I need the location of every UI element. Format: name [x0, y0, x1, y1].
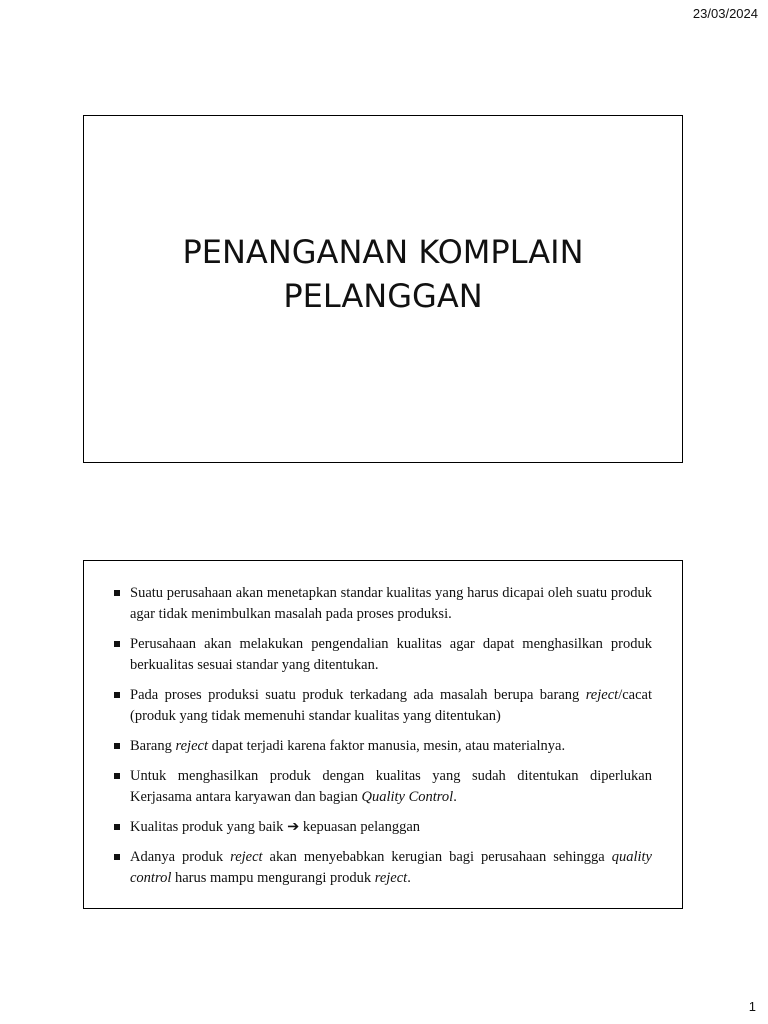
slide-title — [84, 230, 682, 318]
quality-control-term: quality control — [130, 849, 652, 886]
reject-term: reject — [374, 870, 408, 886]
bullet-text: Suatu perusahaan akan menetapkan standar kualitas yang harus dicapai oleh suatu produk agar tidak menimbulkan masalah pada proses produksi. — [130, 585, 652, 622]
slide-title-line-1: PENANGANAN KOMPLAIN — [182, 233, 584, 272]
page-number: 1 — [748, 999, 756, 1014]
bullet-item — [114, 634, 652, 676]
bullet-item — [114, 583, 652, 625]
bullet-text: Perusahaan akan melakukan pengendalian kualitas agar dapat menghasilkan produk berkualitas sesuai standar yang ditentukan. — [130, 636, 652, 673]
print-date: 23/03/2024 — [692, 6, 758, 21]
slide-title-line-2: PELANGGAN — [283, 277, 483, 316]
bullet-item: Adanya produk reject akan menyebabkan kerugian bagi perusahaan sehingga quality control harus mampu mengurangi produk reject. — [114, 847, 652, 889]
content-slide — [83, 560, 683, 909]
bullet-item: Barang reject dapat terjadi karena faktor manusia, mesin, atau materialnya. — [114, 736, 652, 757]
reject-term: reject — [175, 738, 208, 754]
title-slide — [83, 115, 683, 463]
reject-term: reject — [585, 687, 619, 703]
arrow-right-icon: ➔ — [287, 819, 300, 835]
bullet-list — [114, 583, 652, 898]
bullet-item: Kualitas produk yang baik ➔ kepuasan pelanggan — [114, 817, 652, 838]
bullet-item: Untuk menghasilkan produk dengan kualitas yang sudah ditentukan diperlukan Kerjasama antara karyawan dan bagian Quality Control. — [114, 766, 652, 808]
quality-control-term: Quality Control — [361, 789, 454, 805]
bullet-item: Pada proses produksi suatu produk terkadang ada masalah berupa barang reject/cacat (produk yang tidak memenuhi standar kualitas yang ditentukan) — [114, 685, 652, 727]
reject-term: reject — [230, 849, 263, 865]
